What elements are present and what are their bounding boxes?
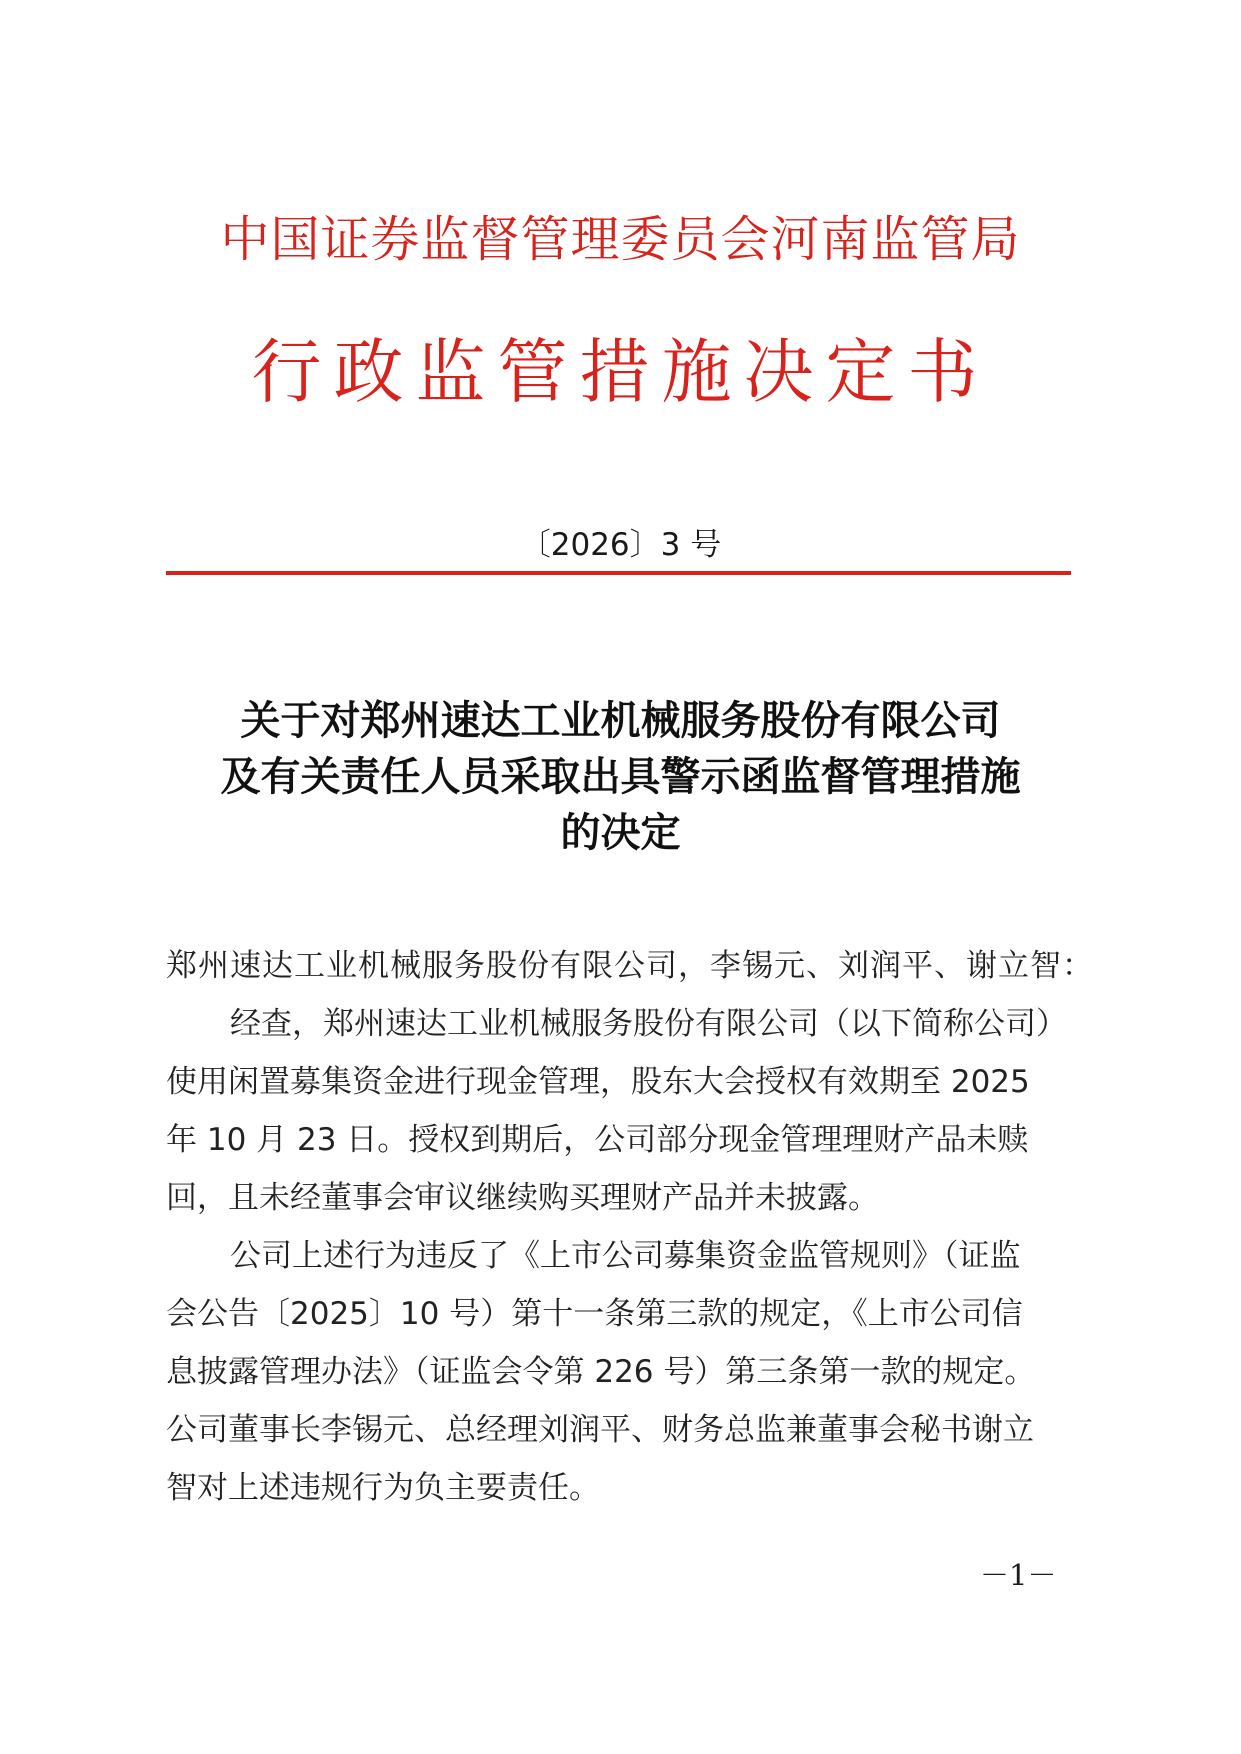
paragraph-2-line-4: 公司董事长李锡元、总经理刘润平、财务总监兼董事会秘书谢立 [166,1412,1034,1448]
paragraph-1-line-3: 年 10 月 23 日。授权到期后，公司部分现金管理理财产品未赎 [166,1122,1029,1158]
title-line-2: 及有关责任人员采取出具警示函监督管理措施 [220,753,1021,800]
decision-title [150,693,1091,861]
paragraph-2-line-1: 公司上述行为违反了《上市公司募集资金监管规则》（证监 [230,1238,1021,1274]
paragraph-1-line-2: 使用闲置募集资金进行现金管理，股东大会授权有效期至 2025 [166,1064,1030,1100]
paragraph-2-line-3: 息披露管理办法》（证监会令第 226 号）第三条第一款的规定。 [166,1354,1036,1390]
paragraph-1-line-4: 回，且未经董事会审议继续购买理财产品并未披露。 [166,1180,879,1216]
title-line-1: 关于对郑州速达工业机械服务股份有限公司 [240,697,1001,744]
paragraph-2-line-2: 会公告〔2025〕10 号）第十一条第三款的规定，《上市公司信 [166,1296,1023,1332]
page-number: －1－ [980,1558,1057,1592]
decision-body [166,937,1094,1517]
red-separator-line [166,571,1071,575]
paragraph-2-line-5: 智对上述违规行为负主要责任。 [166,1470,600,1506]
document-number: 〔2026〕3 号 [519,527,722,563]
document-type-heading: 行政监管措施决定书 [251,331,990,413]
paragraph-1-line-1: 经查，郑州速达工业机械服务股份有限公司（以下简称公司） [230,1006,1067,1042]
title-line-3: 的决定 [560,809,681,856]
issuing-authority: 中国证券监督管理委员会河南监管局 [220,211,1021,268]
addressee-line: 郑州速达工业机械服务股份有限公司，李锡元、刘润平、谢立智： [166,948,1094,984]
